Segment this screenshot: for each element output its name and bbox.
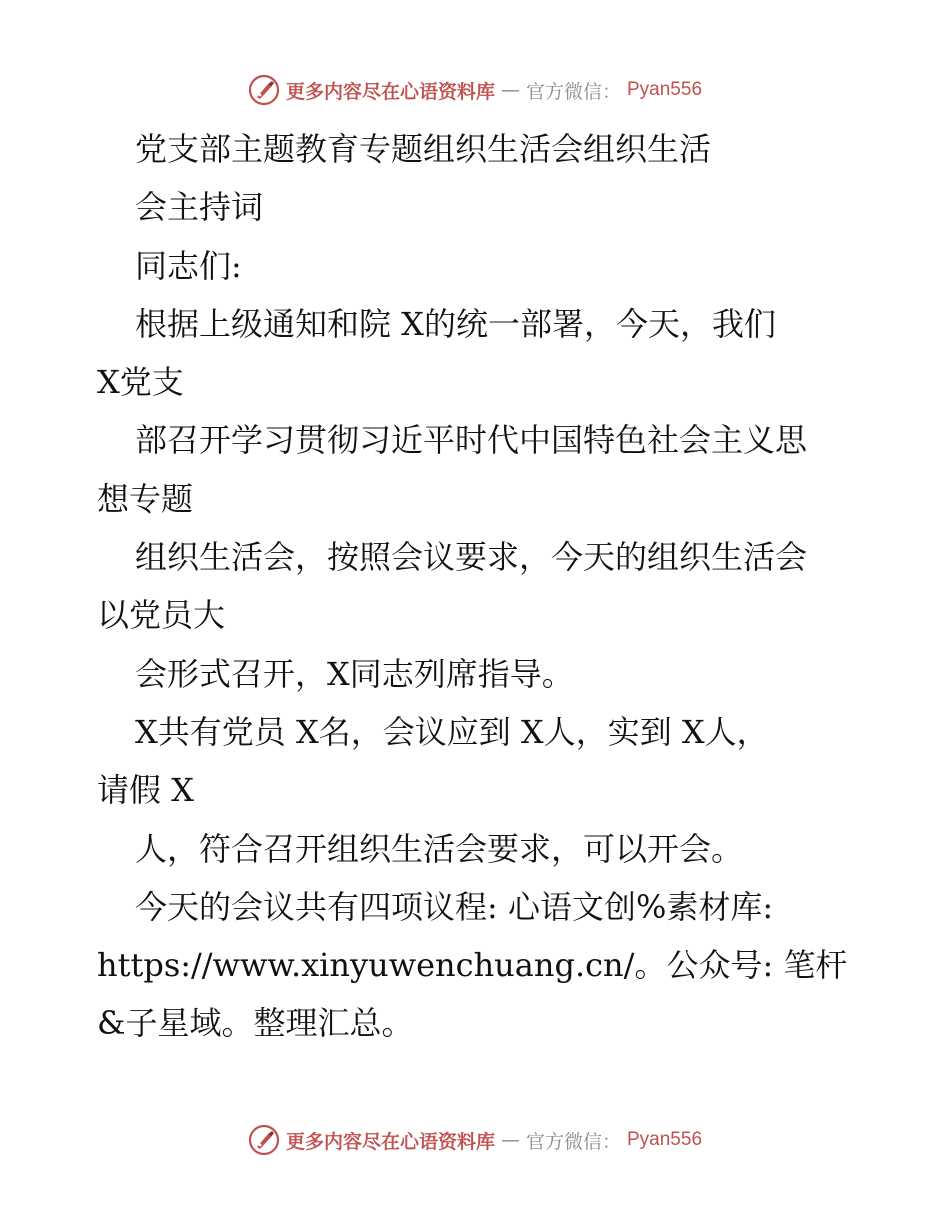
- title-line-1: 党支部主题教育专题组织生活会组织生活: [135, 130, 712, 168]
- paragraph-line: 请假 X: [97, 771, 194, 810]
- header-watermark-banner: [0, 70, 950, 110]
- paragraph-line: 人，符合召开组织生活会要求，可以开会。: [135, 829, 744, 868]
- footer-dash: —: [500, 1129, 520, 1151]
- title-line-2: 会主持词: [135, 188, 264, 227]
- footer-wechat-label: 官方微信：: [525, 1130, 621, 1153]
- paragraph-line: X党支: [97, 363, 184, 402]
- footer-brand-text: 更多内容尽在心语资料库: [285, 1130, 495, 1153]
- paragraph-line: 想专题: [97, 479, 194, 518]
- paragraph-line: 根据上级通知和院 X的统一部署，今天，我们: [135, 304, 776, 343]
- header-brand-text: 更多内容尽在心语资料库: [285, 80, 495, 103]
- header-wechat-id: Pyan556: [627, 79, 703, 100]
- footer-wechat-id: Pyan556: [627, 1129, 703, 1150]
- document-body: [97, 120, 857, 1053]
- header-wechat-label: 官方微信：: [525, 80, 621, 103]
- paragraph-line: 组织生活会，按照会议要求，今天的组织生活会: [135, 538, 808, 577]
- pen-nib-logo-icon: [248, 1124, 280, 1156]
- pen-nib-logo-icon: [248, 74, 280, 106]
- paragraph-line: 会形式召开，X同志列席指导。: [135, 654, 574, 693]
- salutation: 同志们:: [135, 246, 242, 285]
- paragraph-line: 部召开学习贯彻习近平时代中国特色社会主义思: [135, 421, 808, 460]
- paragraph-line: 今天的会议共有四项议程: 心语文创%素材库:: [135, 887, 774, 926]
- paragraph-line: https://www.xinyuwenchuang.cn/。公众号: 笔杆: [97, 946, 848, 985]
- paragraph-line: 以党员大: [97, 596, 226, 635]
- footer-watermark-banner: [0, 1120, 950, 1160]
- paragraph-line: X共有党员 X名，会议应到 X人，实到 X人，: [135, 712, 769, 751]
- header-dash: —: [500, 79, 520, 101]
- paragraph-line: &子星域。整理汇总。: [97, 1004, 414, 1043]
